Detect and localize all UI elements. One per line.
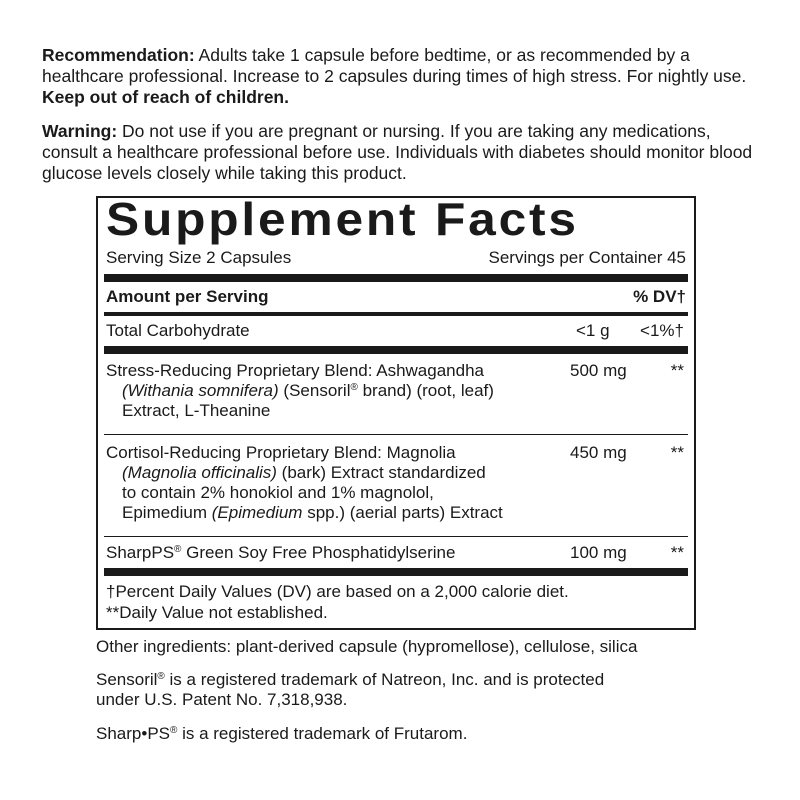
carb-row	[106, 320, 686, 342]
sensoril-trademark: Sensoril® is a registered trademark of Natreon, Inc. and is protected under U.S. Patent No. 7,318,938.	[96, 670, 605, 709]
recommendation-text	[42, 45, 762, 108]
carb-dv: <1%†	[640, 321, 684, 340]
blend1-amount: 500 mg	[570, 361, 627, 380]
blend1-dv: **	[670, 361, 684, 380]
amount-header-row	[106, 286, 686, 308]
amount-per-serving: Amount per Serving	[106, 287, 269, 306]
warning-text	[42, 121, 762, 184]
warning-body: Do not use if you are pregnant or nursing. If you are taking any medications, consult a healthcare professional before use. Individuals with diabetes should monitor blood glucose levels closely while taking this product.	[42, 121, 753, 183]
recommendation-label: Recommendation:	[42, 45, 195, 65]
serving-row	[106, 247, 686, 269]
divider-medium	[104, 312, 688, 316]
carb-amount: <1 g	[576, 321, 610, 340]
recommendation-body: Adults take 1 capsule before bedtime, or as recommended by a healthcare professional. Increase to 2 capsules during times of high stress. For nightly use.	[42, 45, 747, 86]
blend2-dv: **	[670, 443, 684, 462]
carb-name: Total Carbohydrate	[106, 321, 250, 340]
divider-thin	[104, 434, 688, 435]
sharpps-trademark: Sharp•PS® is a registered trademark of Frutarom.	[96, 724, 468, 743]
footnote-dv: †Percent Daily Values (DV) are based on a 2,000 calorie diet.	[106, 582, 569, 601]
blend1-ingredient: Stress-Reducing Proprietary Blend: Ashwagandha (Withania somnifera) (Sensoril® brand) (root, leaf) Extract, L-Theanine	[106, 361, 494, 420]
sharpps-amount: 100 mg	[570, 543, 627, 562]
divider-thick	[104, 346, 688, 354]
servings-per-container: Servings per Container 45	[488, 248, 686, 267]
sharpps-dv: **	[670, 543, 684, 562]
divider-thick	[104, 568, 688, 576]
sharpps-row	[106, 542, 686, 564]
blend2-ingredient: Cortisol-Reducing Proprietary Blend: Magnolia (Magnolia officinalis) (bark) Extract standardized to contain 2% honokiol and 1% magnolol, Epimedium (Epimedium spp.) (aerial parts) Extract	[106, 443, 503, 522]
keep-out-of-reach: Keep out of reach of children.	[42, 87, 289, 107]
warning-label: Warning:	[42, 121, 118, 141]
divider-thin	[104, 536, 688, 537]
divider-thick	[104, 274, 688, 282]
footnote-not-established: **Daily Value not established.	[106, 603, 328, 622]
serving-size: Serving Size 2 Capsules	[106, 248, 292, 267]
facts-title: Supplement Facts	[106, 193, 579, 245]
dv-header: % DV†	[633, 287, 686, 306]
blend2-amount: 450 mg	[570, 443, 627, 462]
supplement-facts-panel	[96, 193, 696, 630]
sharpps-name: SharpPS® Green Soy Free Phosphatidylserine	[106, 543, 456, 562]
other-ingredients: Other ingredients: plant-derived capsule (hypromellose), cellulose, silica	[96, 637, 638, 656]
